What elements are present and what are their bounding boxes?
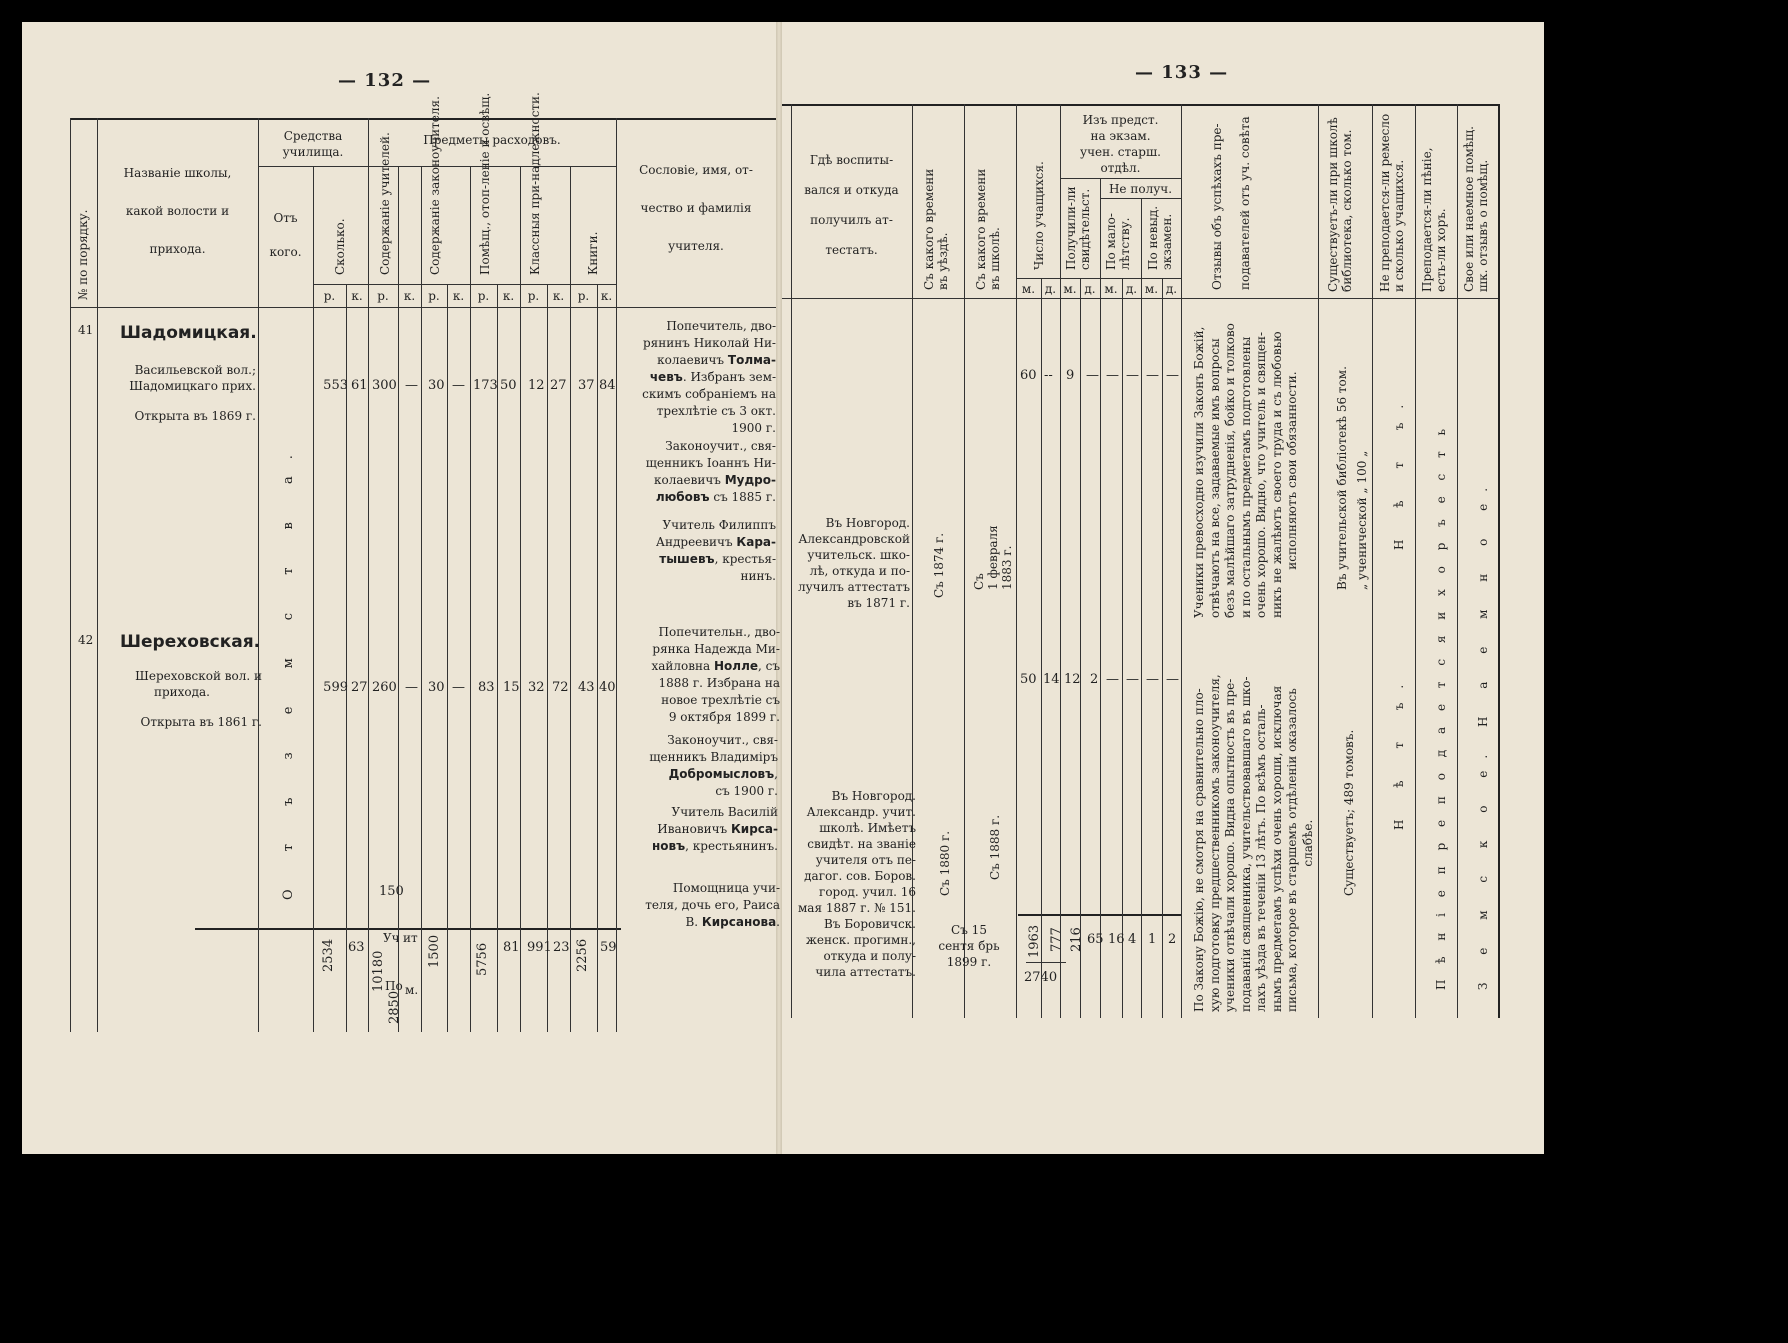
header-exp-supplies: Классныя при-надлежности.	[528, 92, 542, 275]
funds-source: О т ъ з е м с т в а.	[281, 438, 296, 900]
since-school: Съ 1 февраля 1883 г.	[972, 525, 1014, 590]
header-exp-priest: Содержаніе законоучителя.	[428, 96, 442, 275]
header-not-got: Не получ.	[1108, 182, 1173, 196]
staff-priest: Законоучит., свя- щенникъ Владиміръ Добромысловъ, съ 1900 г.	[649, 733, 778, 798]
own-text: З е м с к о е. Н а е м н о е.	[1476, 475, 1490, 990]
staff-helper: Помощница учи- теля, дочь его, Раиса В. Кирсанова.	[645, 881, 780, 929]
header-pupils: Число учащихся.	[1032, 161, 1046, 270]
library-42: Существуетъ; 489 томовъ.	[1342, 729, 1356, 896]
header-singing: Преподается-ли пѣніе, есть-ли хоръ.	[1420, 147, 1448, 292]
craft-42: Н ѣ т ъ.	[1392, 670, 1406, 830]
school-name: Шадомицкая.	[120, 323, 257, 343]
header-absent: По невыд. экзамен.	[1146, 205, 1174, 270]
header-exp-teachers: Содержаніе учителей.	[378, 132, 392, 275]
header-amount: Сколько.	[333, 218, 347, 275]
since-uezd: Съ 1880 г.	[938, 830, 952, 896]
since-helper: Съ 15 сентя брь 1899 г.	[938, 923, 1000, 969]
school-name: Шереховская.	[120, 632, 261, 652]
staff-trustee: Попечитель, дво- рянинъ Николай Ни- колаевичъ Толма- чевъ. Избранъ зем- скимъ собраніемъ на трехлѣтіе съ 3 окт. 1900 г.	[642, 319, 776, 435]
book-gutter	[776, 22, 782, 1154]
review-text-42: По Закону Божію, не смотря на сравнительно пло- хую подготовку предшественникомъ законоучителя, ученики отвѣчали хорошо. Видна опытность въ пре- подаваніи священника, учительствовавшаго въ шко- лахъ уѣзда въ теченіи 13 лѣтъ. По всѣмъ осталь- нымъ предметамъ успѣхи очень хороши, исключая письма, которое въ старшемъ отдѣленіи оказалось слабѣе.	[1192, 674, 1315, 1012]
header-expenses: Предметы расходовъ.	[423, 133, 561, 147]
singing-text: П ѣ н і е п р е п о д а е т с я и х о р ъ е с т ь	[1434, 422, 1448, 990]
header-library: Существуетъ-ли при школѣ библиотека, сколько том.	[1326, 117, 1354, 292]
craft-41: Н ѣ т ъ.	[1392, 390, 1406, 550]
header-minor: По мало- лѣтству.	[1104, 213, 1132, 270]
page-number-left: — 132 —	[338, 70, 432, 91]
header-since-school: Съ какого времени въ школѣ.	[974, 168, 1002, 290]
where-educated: Въ Новгород. Александр. учит. школѣ. Имѣетъ свидѣт. на званіе учителя отъ пе- дагог. сов. Боров. город. учил. 16 мая 1887 г. № 151. Въ Боровичск. женск. прогимн., откуда и полу- чила аттестатъ.	[797, 789, 916, 979]
since-school: Съ 1888 г.	[988, 814, 1002, 880]
staff-trustee: Попечительн., дво- рянка Надежда Ми- хайловна Нолле, съ 1888 г. Избрана на новое трехлѣтіе съ 9 октября 1899 г.	[651, 625, 780, 724]
where-educated: Въ Новгород. Александровской учительск. шко- лѣ, откуда и по- лучилъ аттестатъ въ 1871 г.	[797, 516, 910, 610]
since-uezd: Съ 1874 г.	[932, 532, 946, 598]
header-since-uezd: Съ какого времени въ уѣздѣ.	[922, 168, 950, 290]
helper-salary: 150	[379, 884, 404, 899]
header-exp-books: Книги.	[586, 231, 600, 275]
header-reviews: Отзывы объ успѣхахъ пре- подавателей отъ уч. совѣта	[1210, 116, 1252, 290]
library-41: Въ учительской библіотекѣ 56 том. „ ученической „ 100 „	[1335, 366, 1369, 590]
header-no: № по порядку.	[76, 209, 90, 300]
staff-teacher: Учитель Василій Ивановичъ Кирса- новъ, крестьянинъ.	[652, 805, 778, 853]
staff-priest: Законоучит., свя- щенникъ Іоаннъ Ни- колаевичъ Мудро- любовъ съ 1885 г.	[645, 439, 776, 504]
review-text-41: Ученики превосходно изучили Законъ Божій, отвѣчаютъ на все, задаваемые имъ вопросы безъ малѣйшаго затрудненія, бойко и толково и по остальнымъ предметамъ подготовлены очень хорошо. Видно, что учитель и священ- никъ не жалѣютъ своего труда и съ любовью исполняютъ свои обязанности.	[1192, 323, 1299, 618]
header-own: Свое или наемное помѣщ. шк. отзывъ о помѣщ.	[1462, 125, 1490, 292]
staff-teacher: Учитель Филиппъ Андреевичъ Кара- тышевъ, крестья- нинъ.	[655, 518, 776, 583]
page-number-right: — 133 —	[1135, 62, 1229, 83]
header-got: Получили-ли свидѣтельст.	[1064, 186, 1092, 270]
header-exp-premises: Помѣщ., отоп-ленiе и освѣщ.	[478, 92, 492, 275]
header-craft: Не преподается-ли ремесло и сколько учащихся.	[1378, 113, 1406, 292]
